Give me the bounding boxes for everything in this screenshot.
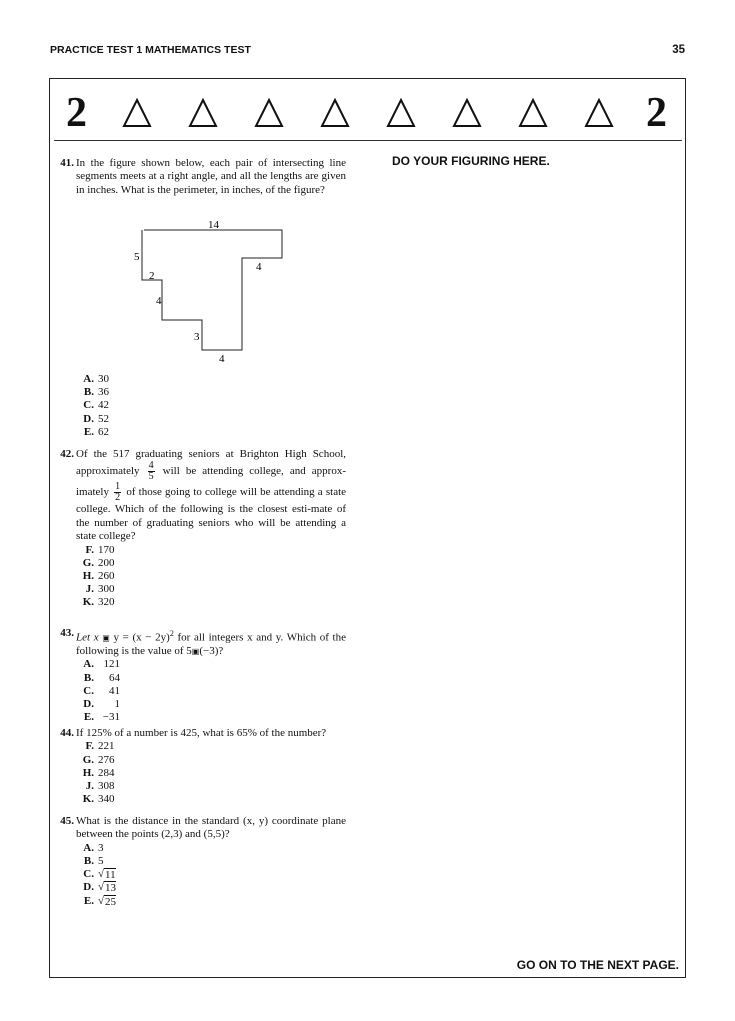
question-text: Of the 517 graduating seniors at Brighton High School, approximately $\frac{4}{5}$ will be attending college, and approx- imately $\frac{1}{2}$ of those going to college will be attending a state college. Which of the following is the closest esti-mate of the number of graduating seniors who will be attending a state college? <box>76 448 347 543</box>
triangle-icon <box>584 98 614 128</box>
next-page-label: GO ON TO THE NEXT PAGE. <box>516 958 679 972</box>
section-number-left: 2 <box>66 90 87 136</box>
answer-option[interactable]: E. −31 <box>83 711 120 724</box>
page-number: 35 <box>672 44 685 56</box>
figure-label: 4 <box>219 353 225 365</box>
question-text: Let x ▣ $y = (x - 2y)^2$ for all integers x and y. Which of the following is the value of 5▣(−3)? <box>76 629 346 658</box>
answer-option[interactable]: D. 1 <box>83 698 120 711</box>
radical-icon: √ <box>98 881 105 894</box>
question-44 <box>54 727 346 806</box>
question-number: 42. <box>60 448 74 460</box>
radical-icon: √ <box>98 868 105 881</box>
options-41 <box>54 373 346 439</box>
figure-label: 4 <box>256 261 262 273</box>
question-text: What is the distance in the standard (x, y) coordinate plane between the points (2,3) and (5,5)? <box>76 815 346 841</box>
question-43 <box>54 627 346 724</box>
answer-option[interactable]: A. 3 <box>83 841 104 854</box>
answer-option[interactable]: E. √ 25 <box>83 894 117 908</box>
figure-label: 4 <box>156 295 162 307</box>
answer-option[interactable]: F. 221 <box>85 740 115 753</box>
answer-option[interactable]: C. 42 <box>83 399 109 412</box>
triangle-icon <box>320 98 350 128</box>
figure-label: 5 <box>134 251 140 263</box>
section-banner <box>60 88 680 138</box>
triangle-icon <box>386 98 416 128</box>
question-number: 43. <box>60 627 74 639</box>
answer-option[interactable]: K. 340 <box>82 793 115 806</box>
answer-option[interactable]: H. 260 <box>82 570 115 582</box>
answer-option[interactable]: K. 320 <box>82 596 115 609</box>
operator-icon: ▣ <box>191 647 200 657</box>
answer-option[interactable]: C. √ 11 <box>83 868 116 882</box>
banner-rule <box>54 140 682 141</box>
triangle-icon <box>254 98 284 128</box>
figure-label: 2 <box>149 270 155 282</box>
answer-option[interactable]: F. 170 <box>85 543 115 556</box>
answer-option[interactable]: H. 284 <box>82 766 115 779</box>
answer-option[interactable]: B. 36 <box>83 386 109 399</box>
answer-option[interactable]: A. 121 <box>83 658 120 671</box>
answer-option[interactable]: B. 5 <box>83 855 104 867</box>
answer-option[interactable]: A. 30 <box>83 373 109 385</box>
answer-option[interactable]: D. √ 13 <box>83 881 117 895</box>
question-41 <box>54 157 346 197</box>
answer-option[interactable]: D. 52 <box>83 412 109 425</box>
triangle-icon <box>452 98 482 128</box>
figure-label: 3 <box>194 331 200 343</box>
triangle-icon <box>518 98 548 128</box>
question-number: 44. <box>60 727 74 739</box>
answer-option[interactable]: J. 308 <box>85 779 115 792</box>
answer-option[interactable]: G. 276 <box>82 753 115 766</box>
section-number-right: 2 <box>646 90 667 136</box>
staircase-figure <box>130 218 300 368</box>
header-title: PRACTICE TEST 1 MATHEMATICS TEST <box>50 44 251 56</box>
answer-option[interactable]: E. 62 <box>83 425 109 438</box>
answer-option[interactable]: B. 64 <box>83 671 120 684</box>
figure-outline <box>142 230 282 350</box>
fraction: $\frac{1}{2}$ <box>115 481 121 504</box>
triangle-icon <box>122 98 152 128</box>
answer-option[interactable]: J. 300 <box>85 583 115 596</box>
question-text: If 125% of a number is 425, what is 65% of the number? <box>76 727 327 739</box>
figuring-label: DO YOUR FIGURING HERE. <box>392 154 550 168</box>
answer-option[interactable]: G. 200 <box>82 556 115 569</box>
question-45 <box>54 815 346 908</box>
operator-icon: ▣ <box>102 633 110 643</box>
fraction: $\frac{4}{5}$ <box>148 460 154 483</box>
answer-option[interactable]: C. 41 <box>83 684 120 697</box>
page-header <box>50 44 685 60</box>
question-text: In the figure shown below, each pair of intersecting line segments meets at a right angle, and all the lengths are given in inches. What is the perimeter, in inches, of the figure? <box>76 157 346 196</box>
triangle-icon <box>188 98 218 128</box>
figure-label: 14 <box>208 219 219 231</box>
question-number: 41. <box>60 157 74 169</box>
question-number: 45. <box>60 815 74 827</box>
question-42 <box>54 448 346 610</box>
radical-icon: √ <box>98 894 105 907</box>
